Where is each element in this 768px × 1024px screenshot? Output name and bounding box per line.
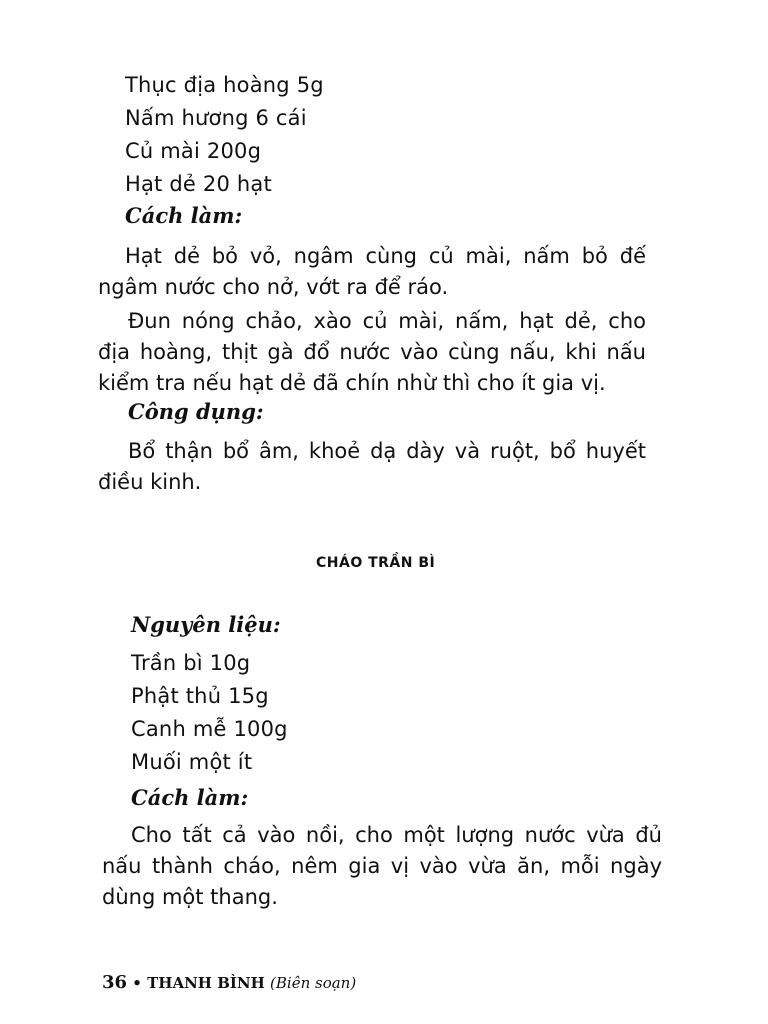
method-heading: Cách làm: [125,203,243,228]
footer-bullet: • [132,974,142,992]
ingredient-line: Nấm hương 6 cái [125,106,307,130]
method-heading: Cách làm: [131,785,249,810]
footer-author: THANH BÌNH [147,974,265,992]
ingredient-line: Thục địa hoàng 5g [125,73,324,97]
ingredient-line: Củ mài 200g [125,139,262,163]
usage-heading: Công dụng: [128,399,264,424]
ingredients-heading: Nguyên liệu: [131,612,281,637]
ingredient-line: Muối một ít [131,750,253,774]
footer-note: (Biên soạn) [270,974,357,992]
ingredient-line: Hạt dẻ 20 hạt [125,172,272,196]
recipe-title: CHÁO TRẦN BÌ [316,555,436,571]
page-number: 36 [102,972,128,993]
ingredient-line: Trần bì 10g [131,651,251,675]
page-footer [102,972,356,993]
ingredient-line: Canh mễ 100g [131,717,288,741]
usage-paragraph: Bổ thận bổ âm, khoẻ dạ dày và ruột, bổ huyết điều kinh. [98,439,646,494]
method-paragraph: Cho tất cả vào nồi, cho một lượng nước vừa đủ nấu thành cháo, nêm gia vị vào vừa ăn, mỗi ngày dùng một thang. [102,823,662,909]
ingredient-line: Phật thủ 15g [131,684,269,708]
method-paragraph: Đun nóng chảo, xào củ mài, nấm, hạt dẻ, cho địa hoàng, thịt gà đổ nước vào cùng nấu, khi nấu kiểm tra nếu hạt dẻ đã chín nhừ thì cho ít gia vị. [98,309,646,395]
method-paragraph: Hạt dẻ bỏ vỏ, ngâm cùng củ mài, nấm bỏ đế ngâm nước cho nở, vớt ra để ráo. [98,244,646,299]
